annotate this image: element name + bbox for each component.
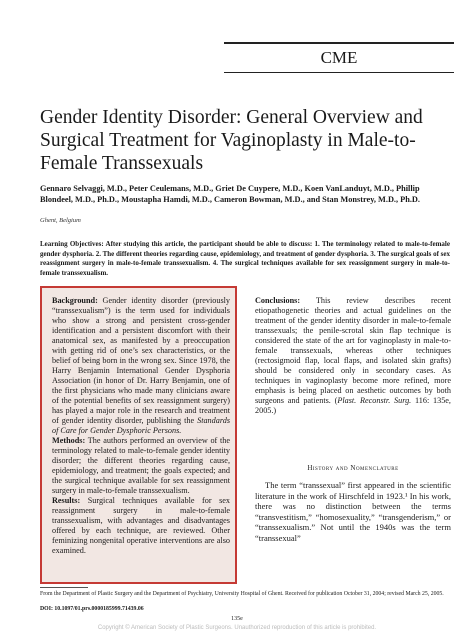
- results-text: Surgical techniques available for sex reassignment surgery in male-to-female transsexualism, with advantages and disadvantages offered by each technique, are reviewed. Other feminizing nongenital operative interventions are also examined.: [52, 496, 230, 555]
- learning-objectives: Learning Objectives: After studying this article, the participant should be able to discuss: 1. The terminology related to male-to-female gender dysphoria. 2. The different theories regarding cause, epidemiology, and treatment of gender dysphoria. 3. The surgical goals of sex reassignment surgery in male-to-female transsexualism. 4. The surgical techniques available for sex reassignment surgery in male-to-female transsexualism.: [40, 240, 450, 277]
- conclusions-text: This review describes recent etiopathogenetic theories and actual guidelines on the treatment of the gender identity disorder in male-to-female transsexuals; the penile-scrotal skin flap technique is considered the state of the art for vaginoplasty in male-to-female transsexuals, whereas other techniques (rectosigmoid flap, local flaps, and isolated skin grafts) should be considered only in secondary cases. As techniques in vaginoplasty become more refined, more emphasis is being placed on aesthetic outcomes by both surgeons and patients. (: [255, 296, 451, 405]
- standards-of-care-title: Standards of Care for Gender Dysphoric Persons.: [52, 416, 230, 435]
- article-title: Gender Identity Disorder: General Overview and Surgical Treatment for Vaginoplasty in Male-to-Female Transsexuals: [40, 107, 423, 174]
- footnote-rule: [40, 587, 88, 588]
- doi[interactable]: DOI: 10.1097/01.prs.0000185999.71439.06: [40, 606, 144, 612]
- author-list: Gennaro Selvaggi, M.D., Peter Ceulemans, M.D., Griet De Cuypere, M.D., Koen VanLanduyt, M.D., Phillip Blondeel, M.D., Ph.D., Moustapha Hamdi, M.D., Cameron Bowman, M.D., and Stan Monstrey, M.D., Ph.D.: [40, 184, 420, 204]
- section-label: CME: [320, 48, 358, 67]
- section-heading-text: History and Nomenclature: [307, 464, 399, 472]
- affiliation: Ghent, Belgium: [40, 217, 81, 224]
- header-rule-top: [224, 42, 454, 44]
- conclusions-label: Conclusions:: [255, 296, 301, 305]
- copyright-notice: Copyright © American Society of Plastic Surgeons. Unauthorized reproduction of this article is prohibited.: [97, 625, 377, 631]
- footnote: From the Department of Plastic Surgery and the Department of Psychiatry, University Hospital of Ghent. Received for publication October 31, 2004; revised March 25, 2005.: [40, 591, 444, 597]
- intro-paragraph: [255, 480, 451, 543]
- header-rule-bottom: [224, 72, 454, 73]
- intro-text: The term “transsexual” first appeared in the scientific literature in the work of Hirschfeld in 1923.¹ In his work, there was no distinction between the terms “transvestitism,” “homosexuality,” “transgenderism,” or “transsexualism.” Not until the 1940s was the term “transsexual”: [255, 480, 451, 543]
- background-label: Background:: [52, 296, 98, 305]
- methods-label: Methods:: [52, 436, 86, 445]
- section-heading: [255, 464, 451, 472]
- citation-tail: 116: 135e, 2005.): [255, 396, 451, 415]
- background-text: Gender identity disorder (previously “transsexualism”) is the term used for individuals who show a strong and persistent cross-gender identification and a persistent discomfort with their anatomical sex, as manifested by a preoccupation with getting rid of one’s sex characteristics, or the belief of being born in the wrong sex. Since 1978, the Harry Benjamin International Gender Dysphoria Association (in honor of Dr. Harry Benjamin, one of the first physicians who made many clinicians aware of the potential benefits of sex reassignment surgery) has played a major role in the research and treatment of gender identity disorder, publishing the: [52, 296, 230, 425]
- citation-journal: Plast. Reconstr. Surg.: [337, 396, 412, 405]
- abstract-left-column: [52, 296, 230, 556]
- methods-text: The authors performed an overview of the terminology related to male-to-female gender identity disorder; the different theories regarding cause, epidemiology, and treatment; the goals expected; and the surgical technique available for sex reassignment surgery in male-to-female transsexualism.: [52, 436, 230, 495]
- page-number: 135e: [231, 616, 243, 622]
- abstract-right-column: [255, 296, 451, 416]
- results-label: Results:: [52, 496, 81, 505]
